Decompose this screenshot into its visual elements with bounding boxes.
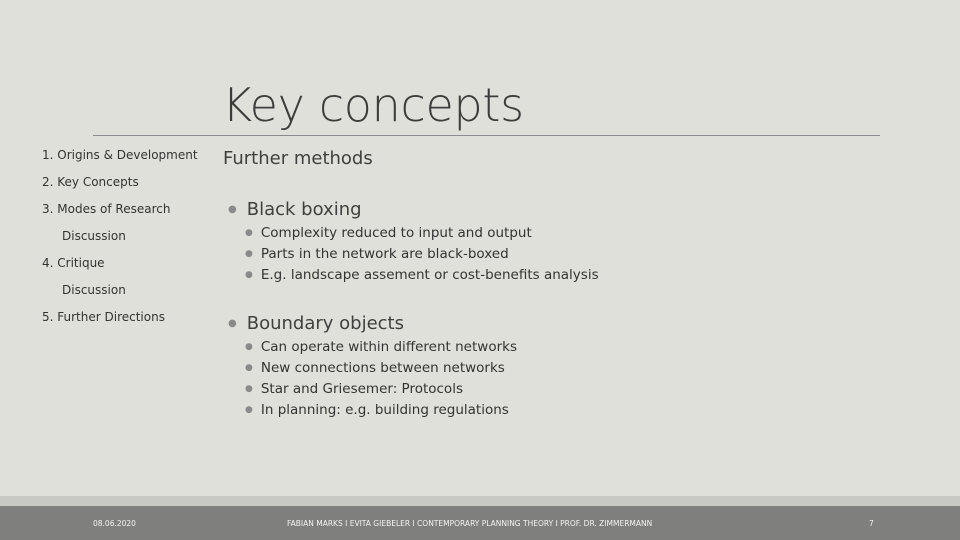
bullet-dot-icon: ●: [245, 228, 253, 238]
sub-bullet-text: New connections between networks: [260, 360, 505, 376]
sub-bullet: [245, 225, 532, 241]
bullet-dot-icon: ●: [228, 204, 237, 215]
sub-bullet-text: Complexity reduced to input and output: [260, 225, 532, 241]
sub-bullet-text: In planning: e.g. building regulations: [260, 402, 509, 418]
sub-bullet: [245, 339, 517, 355]
sub-bullet: [245, 246, 509, 262]
toc-item-key-concepts[interactable]: 2. Key Concepts: [42, 175, 139, 189]
bullet-dot-icon: ●: [245, 405, 253, 415]
footer-date: 08.06.2020: [93, 519, 136, 528]
toc-item-modes-of-research[interactable]: 3. Modes of Research: [42, 202, 171, 216]
bullet-dot-icon: ●: [245, 342, 253, 352]
bullet-heading: [228, 313, 404, 334]
title-divider: [93, 135, 880, 136]
footer-accent-band: [0, 496, 960, 506]
sub-bullet: [245, 381, 463, 397]
sub-bullet-text: E.g. landscape assement or cost-benefits analysis: [260, 267, 599, 283]
bullet-dot-icon: ●: [245, 363, 253, 373]
sub-bullet-text: Star and Griesemer: Protocols: [260, 381, 463, 397]
slide-title: Key concepts: [222, 78, 524, 132]
toc-item-discussion-2[interactable]: Discussion: [62, 283, 126, 297]
sub-bullet: [245, 360, 505, 376]
bullet-heading: [228, 199, 362, 220]
footer-bar: [0, 506, 960, 540]
page-number: 7: [869, 519, 874, 528]
sub-bullet-text: Can operate within different networks: [260, 339, 517, 355]
toc-item-discussion-1[interactable]: Discussion: [62, 229, 126, 243]
bullet-dot-icon: ●: [245, 249, 253, 259]
sub-bullet: [245, 402, 509, 418]
toc-item-origins[interactable]: 1. Origins & Development: [42, 148, 198, 162]
bullet-dot-icon: ●: [245, 270, 253, 280]
toc-item-critique[interactable]: 4. Critique: [42, 256, 105, 270]
bullet-heading-text: Boundary objects: [246, 313, 404, 334]
sub-bullet-text: Parts in the network are black-boxed: [260, 246, 509, 262]
bullet-heading-text: Black boxing: [246, 199, 362, 220]
sub-bullet: [245, 267, 599, 283]
toc-item-further-directions[interactable]: 5. Further Directions: [42, 310, 165, 324]
bullet-dot-icon: ●: [245, 384, 253, 394]
slide-subtitle: Further methods: [223, 148, 373, 169]
bullet-dot-icon: ●: [228, 318, 237, 329]
footer-authors: FABIAN MARKS I EVITA GIEBELER I CONTEMPORARY PLANNING THEORY I PROF. DR. ZIMMERMANN: [287, 519, 653, 528]
